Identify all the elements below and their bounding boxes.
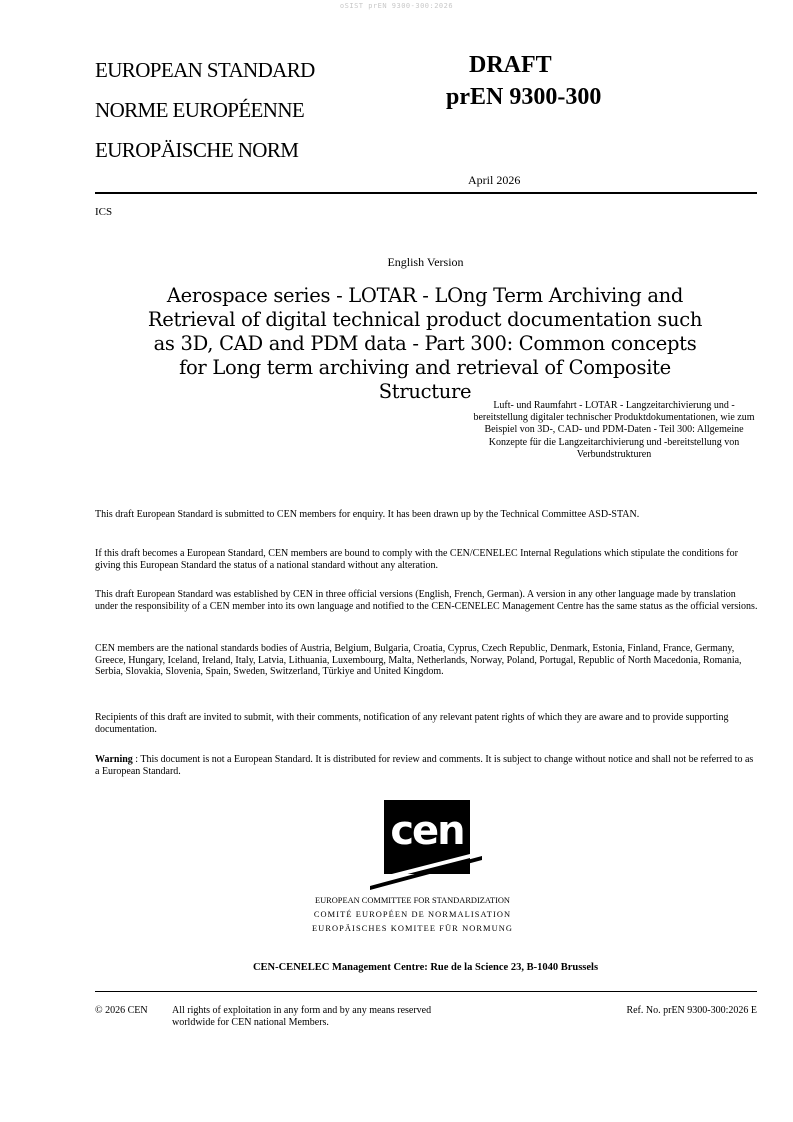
paragraph-patents: Recipients of this draft are invited to submit, with their comments, notification of any relevant patent rights of which they are aware and to provide supporting documentation. — [95, 712, 729, 735]
rights-line-2: worldwide for CEN national Members. — [172, 1017, 329, 1028]
management-centre-address: CEN-CENELEC Management Centre: Rue de la Science 23, B-1040 Brussels — [252, 962, 599, 973]
rights-line-1: All rights of exploitation in any form and by any means reserved — [172, 1005, 432, 1016]
paragraph-versions: This draft European Standard was established by CEN in three official versions (English, French, German). A version in any other language made by translation under the responsibility of a CEN member into its own language and notified to the CEN-CENELEC Management Centre has the same status as the official versions. — [95, 589, 758, 612]
footer-rule — [95, 991, 757, 992]
ics-label: ICS — [95, 206, 113, 218]
watermark: oSIST prEN 9300-300:2026 — [339, 2, 454, 10]
document-title: Aerospace series - LOTAR - LOng Term Archiving and Retrieval of digital technical product documentation such as 3D, CAD and PDM data - Part 300: Common concepts for Long term archiving and retrieval of Composite Structure — [147, 284, 703, 403]
paragraph-regulations: If this draft becomes a European Standard, CEN members are bound to comply with the CEN/CENELEC Internal Regulations which stipulate the conditions for giving this European Standard the status of a national standard without any alteration. — [95, 548, 738, 571]
draft-label: DRAFT — [469, 52, 552, 78]
copyright: © 2026 CEN — [95, 1005, 148, 1016]
standard-line-de: EUROPÄISCHE NORM — [95, 138, 299, 162]
publication-date: April 2026 — [468, 173, 521, 187]
org-name-fr: COMITÉ EUROPÉEN DE NORMALISATION — [313, 910, 512, 919]
standard-line-en: EUROPEAN STANDARD — [95, 58, 315, 82]
paragraph-enquiry: This draft European Standard is submitted to CEN members for enquiry. It has been drawn up by the Technical Committee ASD-STAN. — [95, 509, 640, 520]
org-name-en: EUROPEAN COMMITTEE FOR STANDARDIZATION — [315, 896, 510, 905]
org-name-de: EUROPÄISCHES KOMITEE FÜR NORMUNG — [311, 924, 514, 933]
standard-line-fr: NORME EUROPÉENNE — [95, 98, 305, 122]
warning-label: Warning — [95, 754, 133, 765]
cen-logo-text: cen — [390, 808, 464, 854]
version-label: English Version — [387, 255, 464, 269]
header-rule — [95, 192, 757, 194]
paragraph-warning — [95, 754, 759, 777]
german-title: Luft- und Raumfahrt - LOTAR - Langzeitarchivierung und -bereitstellung digitaler technischer Produktdokumentationen, wie zum Beispiel von 3D-, CAD- und PDM-Daten - Teil 300: Allgemeine Konzepte für die Langzeitarchivierung und -bereitstellung von Verbundstrukturen — [473, 400, 755, 460]
warning-text: : This document is not a European Standard. It is distributed for review and comments. It is subject to change without notice and shall not be referred to as a European Standard. — [95, 754, 754, 777]
cen-logo — [370, 800, 482, 890]
rights-statement — [172, 1005, 431, 1029]
reference-number: Ref. No. prEN 9300-300:2026 E — [626, 1005, 757, 1016]
document-number: prEN 9300-300 — [446, 84, 602, 110]
paragraph-members: CEN members are the national standards bodies of Austria, Belgium, Bulgaria, Croatia, Cyprus, Czech Republic, Denmark, Estonia, Finland, France, Germany, Greece, Hungary, Iceland, Ireland, Italy, Latvia, Lithuania, Luxembourg, Malta, Netherlands, Norway, Poland, Portugal, Republic of North Macedonia, Romania, Serbia, Slovakia, Slovenia, Spain, Sweden, Switzerland, Türkiye and United Kingdom. — [95, 643, 742, 678]
